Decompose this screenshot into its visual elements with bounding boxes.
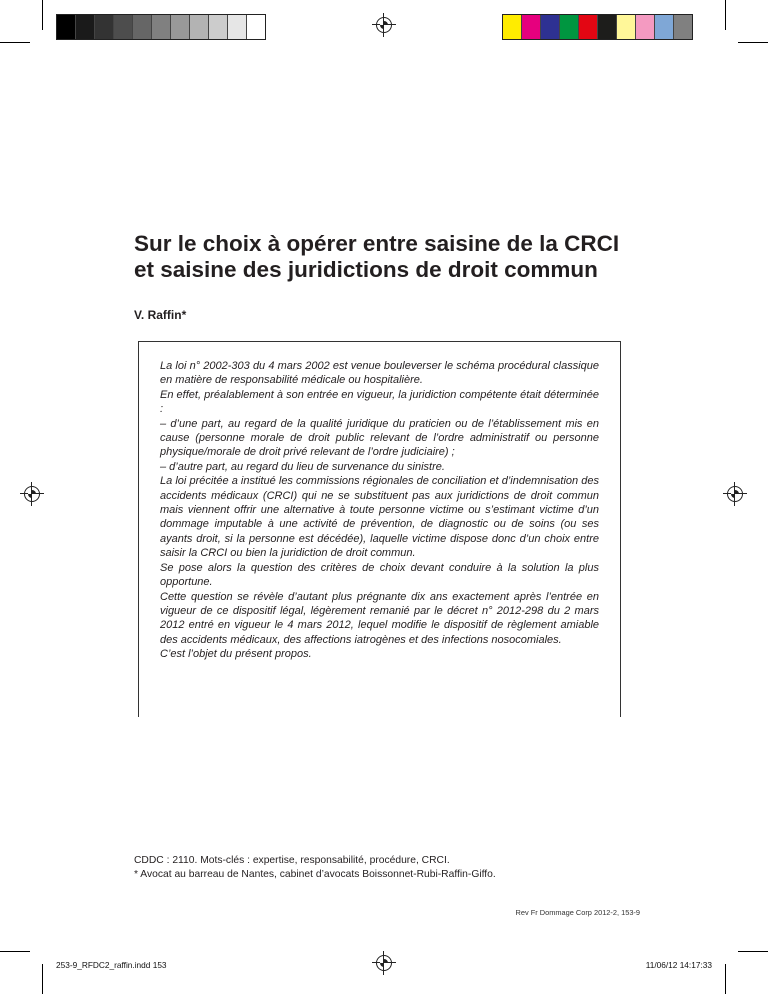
- slug-timestamp: 11/06/12 14:17:33: [645, 960, 712, 970]
- gray-swatch: [75, 15, 94, 39]
- crop-mark-bottom-left-h: [0, 951, 30, 952]
- footnotes: [134, 854, 496, 881]
- gray-swatch: [189, 15, 208, 39]
- grayscale-color-bar: [56, 14, 266, 40]
- gray-swatch: [170, 15, 189, 39]
- gray-swatch: [94, 15, 113, 39]
- color-swatch: [503, 15, 521, 39]
- color-swatch: [559, 15, 578, 39]
- registration-target-icon: [376, 955, 392, 971]
- crop-mark-top-right-h: [738, 42, 768, 43]
- registration-target-icon: [24, 486, 40, 502]
- gray-swatch: [208, 15, 227, 39]
- title-line-1: Sur le choix à opérer entre saisine de la CRCI: [134, 231, 620, 256]
- crop-mark-top-left-h: [0, 42, 30, 43]
- gray-swatch: [132, 15, 151, 39]
- abstract: [160, 359, 599, 662]
- abstract-paragraph: – d’une part, au regard de la qualité juridique du praticien ou de l’établissement mis en cause (personne morale de droit public relevant de l’ordre administratif ou personne physique/morale de droit privé relevant de l’ordre judiciaire) ;: [160, 417, 599, 459]
- registration-target-icon: [727, 486, 743, 502]
- crop-mark-bottom-right-h: [738, 951, 768, 952]
- crop-mark-top-right-v: [725, 0, 726, 30]
- abstract-paragraph: La loi n° 2002-303 du 4 mars 2002 est venue bouleverser le schéma procédural classique en matière de responsabilité médicale ou hospitalière.: [160, 360, 599, 387]
- gray-swatch: [151, 15, 170, 39]
- slug-file-name: 253-9_RFDC2_raffin.indd 153: [56, 960, 167, 970]
- article-title: [134, 231, 654, 283]
- crop-mark-bottom-right-v: [725, 964, 726, 994]
- author-name: V. Raffin*: [134, 308, 187, 322]
- keywords-line: CDDC : 2110. Mots-clés : expertise, responsabilité, procédure, CRCI.: [134, 855, 450, 866]
- abstract-paragraph: Cette question se révèle d’autant plus prégnante dix ans exactement après l’entrée en vigueur de ce dispositif légal, légèrement remanié par le décret n° 2012-298 du 2 mars 2012 entré en vigueur le 4 mars 2012, lequel modifie le dispositif de règlement amiable des accidents médicaux, des affections iatrogènes et des infections nosocomiales.: [160, 590, 599, 646]
- abstract-paragraph: C’est l’objet du présent propos.: [160, 648, 312, 661]
- crop-mark-top-left-v: [42, 0, 43, 30]
- color-swatch: [673, 15, 692, 39]
- abstract-paragraph: – d’autre part, au regard du lieu de survenance du sinistre.: [160, 460, 445, 473]
- abstract-paragraph: En effet, préalablement à son entrée en vigueur, la juridiction compétente était déterminée :: [160, 388, 599, 416]
- title-line-2: et saisine des juridictions de droit commun: [134, 257, 598, 282]
- color-swatch: [540, 15, 559, 39]
- registration-target-icon: [376, 17, 392, 33]
- journal-citation: Rev Fr Dommage Corp 2012-2, 153-9: [515, 908, 640, 917]
- gray-swatch: [57, 15, 75, 39]
- color-swatch: [616, 15, 635, 39]
- color-swatch: [597, 15, 616, 39]
- abstract-paragraph: Se pose alors la question des critères de choix devant conduire à la solution la plus opportune.: [160, 561, 599, 589]
- color-swatch: [654, 15, 673, 39]
- affiliation-footnote: * Avocat au barreau de Nantes, cabinet d’avocats Boissonnet-Rubi-Raffin-Giffo.: [134, 868, 496, 880]
- abstract-paragraph: La loi précitée a institué les commissions régionales de conciliation et d’indemnisation des accidents médicaux (CRCI) qui ne se substituent pas aux juridictions de droit commun mais viennent offrir une alternative à toute personne victime ou s’estimant victime d’un dommage imputable à une activité de prévention, de diagnostic ou de soins (ou ses ayants droit, si la personne est décédée), laquelle victime dispose donc d’un choix entre saisir la CRCI ou bien la juridiction de droit commun.: [160, 475, 599, 560]
- crop-mark-bottom-left-v: [42, 964, 43, 994]
- color-swatch: [521, 15, 540, 39]
- process-color-bar: [502, 14, 693, 40]
- gray-swatch: [227, 15, 246, 39]
- color-swatch: [578, 15, 597, 39]
- gray-swatch: [113, 15, 132, 39]
- color-swatch: [635, 15, 654, 39]
- gray-swatch: [246, 15, 265, 39]
